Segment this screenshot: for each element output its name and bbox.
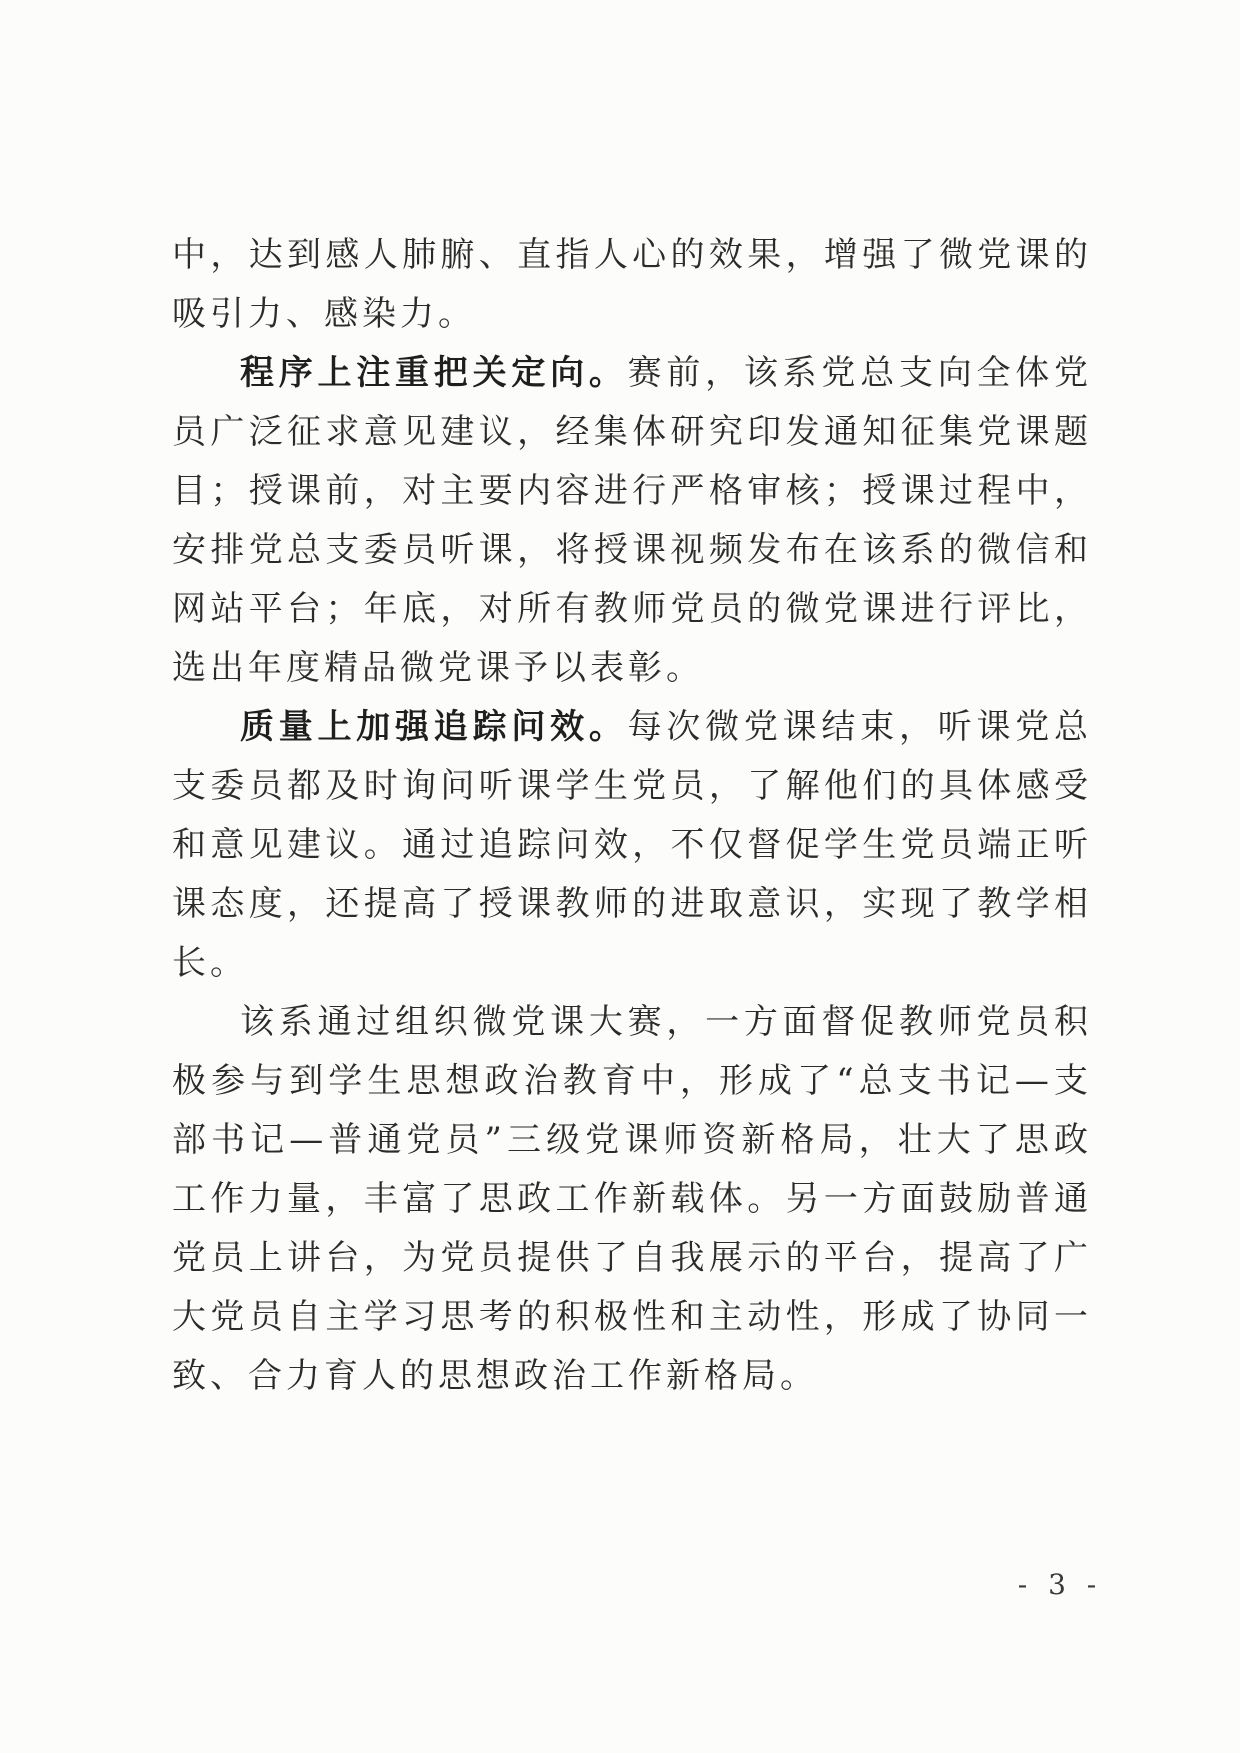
paragraph-2 xyxy=(172,344,1092,698)
paragraph-3-lead: 质量上加强追踪问效。 xyxy=(240,707,628,747)
paragraph-1 xyxy=(172,226,1092,344)
page-number: - 3 - xyxy=(1017,1568,1103,1601)
paragraph-3-text: 每次微党课结束，听课党总支委员都及时询问听课学生党员，了解他们的具体感受和意见建议。通过追踪问效，不仅督促学生党员端正听课态度，还提高了授课教师的进取意识，实现了教学相长。 xyxy=(172,707,1093,983)
document-body xyxy=(172,226,1092,1406)
paragraph-1-text: 中，达到感人肺腑、直指人心的效果，增强了微党课的吸引力、感染力。 xyxy=(172,235,1092,334)
paragraph-4 xyxy=(172,993,1092,1406)
paragraph-2-text: 赛前，该系党总支向全体党员广泛征求意见建议，经集体研究印发通知征集党课题目；授课前，对主要内容进行严格审核；授课过程中，安排党总支委员听课，将授课视频发布在该系的微信和网站平台；年底，对所有教师党员的微党课进行评比，选出年度精品微党课予以表彰。 xyxy=(172,353,1093,688)
paragraph-2-lead: 程序上注重把关定向。 xyxy=(240,353,628,393)
paragraph-4-text: 该系通过组织微党课大赛，一方面督促教师党员积极参与到学生思想政治教育中，形成了“总支书记—支部书记—普通党员”三级党课师资新格局，壮大了思政工作力量，丰富了思政工作新载体。另一方面鼓励普通党员上讲台，为党员提供了自我展示的平台，提高了广大党员自主学习思考的积极性和主动性，形成了协同一致、合力育人的思想政治工作新格局。 xyxy=(172,1002,1092,1396)
paragraph-3 xyxy=(172,698,1092,993)
